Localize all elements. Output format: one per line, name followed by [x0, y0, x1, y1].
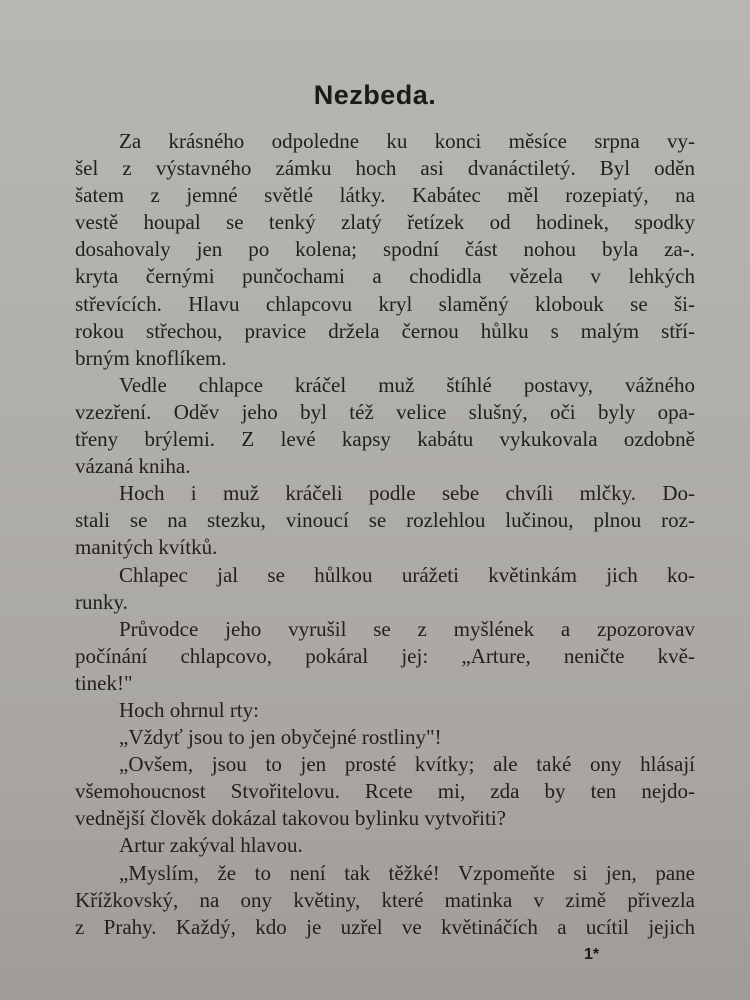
text-line: brným knoflíkem. — [75, 345, 227, 370]
page-body-text — [75, 128, 695, 941]
text-line: stali se na stezku, vinoucí se rozlehlou lučinou, plnou roz- — [75, 508, 695, 533]
text-line: třeny brýlemi. Z levé kapsy kabátu vykukovala ozdobně — [75, 427, 695, 452]
text-line: kryta černými punčochami a chodidla vězela v lehkých — [75, 264, 695, 289]
text-line: dosahovaly jen po kolena; spodní část nohou byla za-. — [75, 237, 695, 262]
text-line: rokou střechou, pravice držela černou hůlku s malým stří- — [75, 318, 695, 343]
text-line: Chlapec jal se hůlkou urážeti květinkám jich ko- — [119, 562, 695, 587]
text-line: z Prahy. Každý, kdo je uzřel ve květináčích a ucítil jejich — [75, 914, 695, 939]
chapter-title: Nezbeda. — [313, 80, 437, 110]
text-line: šatem z jemné světlé látky. Kabátec měl rozepiatý, na — [75, 183, 695, 208]
text-line: „Ovšem, jsou to jen prosté kvítky; ale také ony hlásají — [119, 752, 695, 777]
page-number: 1* — [584, 946, 600, 963]
text-line: šel z výstavného zámku hoch asi dvanáctiletý. Byl oděn — [75, 156, 695, 181]
text-line: tinek!" — [75, 670, 133, 695]
text-line: runky. — [75, 589, 128, 614]
text-line: vzezření. Oděv jeho byl též velice slušný, oči byly opa- — [75, 399, 695, 424]
text-line: vednější člověk dokázal takovou bylinku vytvořiti? — [75, 806, 506, 831]
text-line: počínání chlapcovo, pokáral jej: „Arture, neničte kvě- — [75, 643, 695, 668]
text-line: Artur zakýval hlavou. — [119, 833, 303, 858]
text-line: Hoch ohrnul rty: — [119, 697, 259, 722]
text-line: Křížkovský, na ony květiny, které matinka v zimě přivezla — [75, 887, 695, 912]
text-line: manitých kvítků. — [75, 535, 218, 560]
text-line: Za krásného odpoledne ku konci měsíce srpna vy- — [119, 129, 695, 153]
text-line: Průvodce jeho vyrušil se z myšlének a zpozorovav — [119, 616, 695, 641]
text-line: vázaná kniha. — [75, 454, 191, 479]
text-line: Vedle chlapce kráčel muž štíhlé postavy, vážného — [119, 372, 695, 397]
text-line: „Myslím, že to není tak těžké! Vzpomeňte si jen, pane — [119, 860, 695, 885]
text-line: „Vždyť jsou to jen obyčejné rostliny"! — [119, 725, 442, 750]
text-line: Hoch i muž kráčeli podle sebe chvíli mlčky. Do- — [119, 481, 695, 506]
text-line: všemohoucnost Stvořitelovu. Rcete mi, zda by ten nejdo- — [75, 779, 695, 804]
text-line: vestě houpal se tenký zlatý řetízek od hodinek, spodky — [75, 210, 695, 235]
text-line: střevících. Hlavu chlapcovu kryl slaměný klobouk se ši- — [75, 291, 695, 316]
